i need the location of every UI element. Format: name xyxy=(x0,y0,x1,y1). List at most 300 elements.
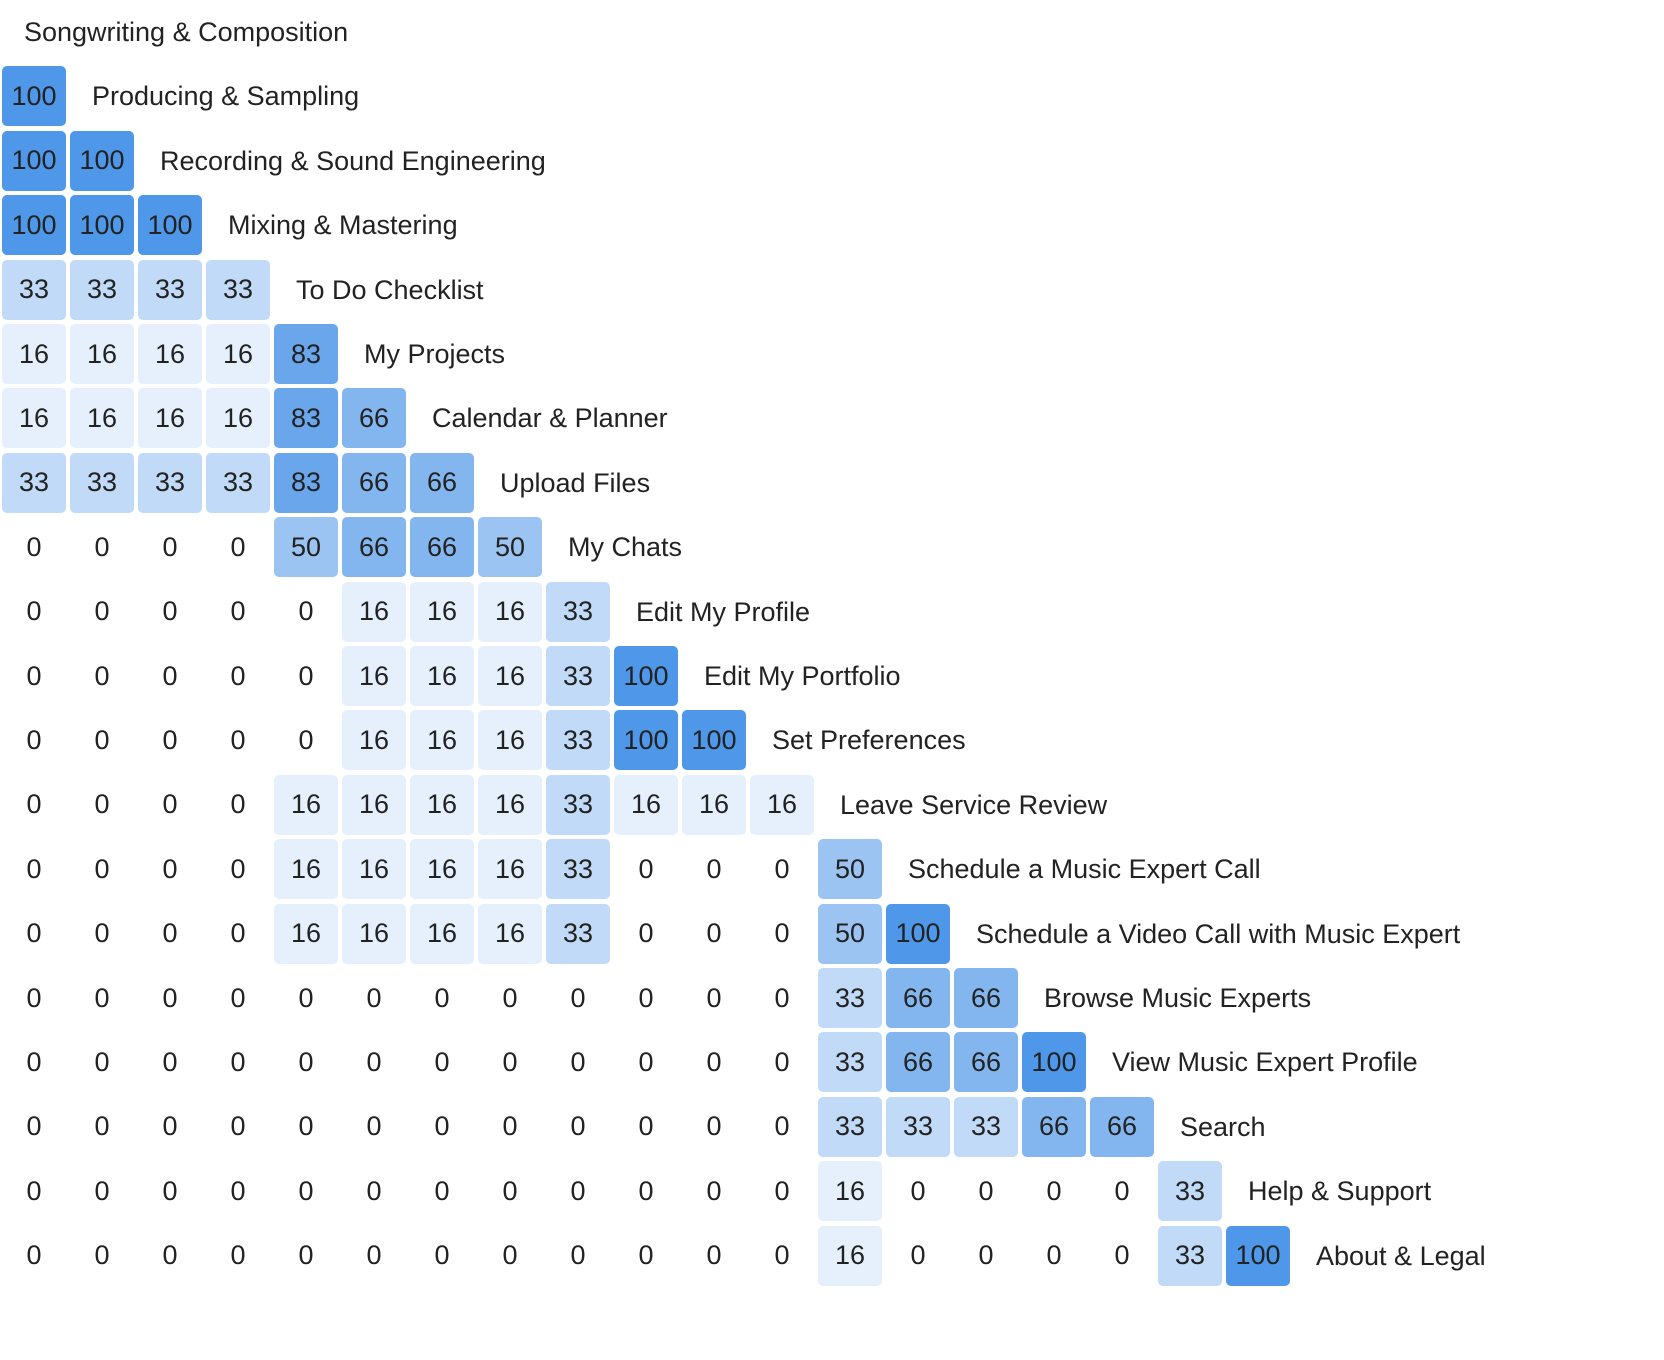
matrix-cell-value: 16 xyxy=(494,918,526,949)
matrix-cell xyxy=(680,837,748,901)
matrix-cell-value: 100 xyxy=(623,724,669,755)
row-label: View Music Expert Profile xyxy=(1112,1047,1418,1078)
matrix-cell-value: 50 xyxy=(834,918,866,949)
matrix-cell xyxy=(1156,1159,1224,1223)
matrix-cell-value: 0 xyxy=(230,724,246,755)
matrix-cell xyxy=(272,386,340,450)
matrix-cell-value: 16 xyxy=(290,853,322,884)
row-label: Search xyxy=(1180,1111,1266,1142)
matrix-cell-value: 0 xyxy=(366,1111,382,1142)
matrix-cell xyxy=(204,644,272,708)
matrix-cell-value: 0 xyxy=(638,853,654,884)
matrix-cell xyxy=(204,1159,272,1223)
matrix-cell-value: 33 xyxy=(562,596,594,627)
matrix-cell-value: 0 xyxy=(502,1046,518,1077)
matrix-cell xyxy=(476,1224,544,1288)
matrix-cell-value: 0 xyxy=(774,853,790,884)
matrix-cell-value: 66 xyxy=(358,467,390,498)
matrix-cell xyxy=(272,451,340,515)
matrix-cell xyxy=(340,1159,408,1223)
matrix-cell-value: 66 xyxy=(426,467,458,498)
matrix-cell xyxy=(748,1030,816,1094)
matrix-cell-value: 0 xyxy=(638,918,654,949)
row-label: Producing & Sampling xyxy=(92,81,360,112)
matrix-cell-value: 0 xyxy=(94,596,110,627)
matrix-cell-value: 33 xyxy=(222,274,254,305)
matrix-cell xyxy=(1156,1224,1224,1288)
matrix-cell xyxy=(68,580,136,644)
row-label: Calendar & Planner xyxy=(432,403,668,434)
matrix-cell xyxy=(68,515,136,579)
matrix-cell-value: 16 xyxy=(18,338,50,369)
matrix-cell xyxy=(408,1030,476,1094)
matrix-cell-value: 16 xyxy=(290,918,322,949)
matrix-cell xyxy=(680,1159,748,1223)
matrix-cell xyxy=(680,1095,748,1159)
matrix-cell-value: 0 xyxy=(26,789,42,820)
matrix-cell xyxy=(544,708,612,772)
matrix-cell-value: 0 xyxy=(230,596,246,627)
matrix-cell-value: 0 xyxy=(706,1111,722,1142)
matrix-cell xyxy=(272,515,340,579)
matrix-cell xyxy=(476,902,544,966)
matrix-cell-value: 0 xyxy=(26,531,42,562)
matrix-cell xyxy=(204,1030,272,1094)
matrix-cell-value: 33 xyxy=(154,274,186,305)
matrix-cell xyxy=(0,1095,68,1159)
matrix-cell xyxy=(340,837,408,901)
matrix-cell-value: 0 xyxy=(910,1240,926,1271)
matrix-cell xyxy=(136,258,204,322)
matrix-cell-value: 16 xyxy=(86,402,118,433)
matrix-cell-value: 33 xyxy=(154,467,186,498)
matrix-cell-value: 16 xyxy=(494,789,526,820)
matrix-cell-value: 0 xyxy=(366,1240,382,1271)
matrix-cell-value: 0 xyxy=(26,1046,42,1077)
matrix-cell xyxy=(68,1030,136,1094)
matrix-cell-value: 33 xyxy=(222,467,254,498)
matrix-cell-value: 0 xyxy=(298,724,314,755)
matrix-cell-value: 50 xyxy=(834,853,866,884)
matrix-cell xyxy=(748,902,816,966)
matrix-cell xyxy=(136,1030,204,1094)
matrix-cell xyxy=(408,1095,476,1159)
matrix-cell-value: 0 xyxy=(94,1046,110,1077)
matrix-cell xyxy=(0,322,68,386)
matrix-cell xyxy=(272,1030,340,1094)
matrix-cell xyxy=(136,1159,204,1223)
matrix-cell xyxy=(68,708,136,772)
matrix-cell xyxy=(1088,1095,1156,1159)
matrix-cell-value: 0 xyxy=(570,1175,586,1206)
matrix-cell-value: 0 xyxy=(230,918,246,949)
matrix-cell-value: 50 xyxy=(494,531,526,562)
matrix-cell xyxy=(68,451,136,515)
matrix-cell-value: 0 xyxy=(94,918,110,949)
matrix-cell-value: 0 xyxy=(26,1175,42,1206)
matrix-cell xyxy=(136,966,204,1030)
matrix-cell-value: 0 xyxy=(570,1046,586,1077)
matrix-cell xyxy=(204,966,272,1030)
matrix-cell-value: 0 xyxy=(638,1046,654,1077)
matrix-cell xyxy=(612,644,680,708)
matrix-cell xyxy=(272,322,340,386)
matrix-cell xyxy=(68,1224,136,1288)
matrix-cell xyxy=(340,580,408,644)
matrix-cell xyxy=(748,773,816,837)
matrix-cell-value: 66 xyxy=(358,402,390,433)
matrix-cell xyxy=(476,773,544,837)
matrix-cell xyxy=(136,1095,204,1159)
matrix-cell xyxy=(612,1095,680,1159)
matrix-cell xyxy=(68,966,136,1030)
matrix-cell-value: 33 xyxy=(562,918,594,949)
matrix-cell-value: 0 xyxy=(162,1111,178,1142)
matrix-cell-value: 0 xyxy=(162,531,178,562)
matrix-cell-value: 0 xyxy=(162,982,178,1013)
matrix-cell xyxy=(952,966,1020,1030)
matrix-cell-value: 0 xyxy=(94,1111,110,1142)
matrix-cell-value: 16 xyxy=(494,660,526,691)
matrix-cell xyxy=(544,902,612,966)
matrix-cell-value: 0 xyxy=(1114,1175,1130,1206)
matrix-cell-value: 16 xyxy=(426,853,458,884)
matrix-cell xyxy=(748,1159,816,1223)
matrix-cell xyxy=(136,708,204,772)
matrix-cell xyxy=(544,644,612,708)
matrix-cell xyxy=(340,1224,408,1288)
matrix-cell-value: 0 xyxy=(706,853,722,884)
matrix-cell xyxy=(680,1030,748,1094)
matrix-cell-value: 100 xyxy=(79,209,125,240)
matrix-cell xyxy=(340,966,408,1030)
matrix-cell-value: 0 xyxy=(162,596,178,627)
matrix-cell xyxy=(612,837,680,901)
matrix-cell xyxy=(0,1030,68,1094)
matrix-cell-value: 16 xyxy=(426,660,458,691)
matrix-cell xyxy=(204,451,272,515)
matrix-cell-value: 0 xyxy=(638,1175,654,1206)
matrix-cell xyxy=(136,386,204,450)
matrix-cell-value: 0 xyxy=(910,1175,926,1206)
matrix-cell xyxy=(952,1224,1020,1288)
matrix-cell-value: 100 xyxy=(1031,1046,1077,1077)
row-label: About & Legal xyxy=(1316,1240,1486,1271)
matrix-cell-value: 100 xyxy=(895,918,941,949)
matrix-cell-value: 16 xyxy=(222,402,254,433)
row-label: Schedule a Video Call with Music Expert xyxy=(976,918,1461,949)
matrix-cell xyxy=(68,1095,136,1159)
row-label: Set Preferences xyxy=(772,725,966,756)
matrix-cell-value: 0 xyxy=(434,1111,450,1142)
matrix-cell-value: 0 xyxy=(774,918,790,949)
matrix-cell xyxy=(816,902,884,966)
matrix-cell xyxy=(68,773,136,837)
matrix-cell-value: 16 xyxy=(426,789,458,820)
matrix-cell-value: 0 xyxy=(230,789,246,820)
matrix-cell-value: 0 xyxy=(26,724,42,755)
row-label: Help & Support xyxy=(1248,1176,1432,1207)
matrix-cell xyxy=(884,966,952,1030)
matrix-cell-value: 33 xyxy=(86,274,118,305)
matrix-cell xyxy=(0,258,68,322)
row-label: Leave Service Review xyxy=(840,789,1108,820)
matrix-cell xyxy=(0,129,68,193)
matrix-cell-value: 83 xyxy=(290,467,322,498)
matrix-cell xyxy=(544,773,612,837)
matrix-cell-value: 33 xyxy=(562,724,594,755)
matrix-cell xyxy=(0,644,68,708)
matrix-cell xyxy=(204,902,272,966)
matrix-cell-value: 0 xyxy=(298,1046,314,1077)
matrix-cell xyxy=(408,580,476,644)
matrix-cell xyxy=(476,580,544,644)
matrix-cell xyxy=(1020,1095,1088,1159)
matrix-cell xyxy=(680,708,748,772)
matrix-cell-value: 16 xyxy=(494,724,526,755)
matrix-cell xyxy=(612,966,680,1030)
matrix-cell-value: 33 xyxy=(562,853,594,884)
matrix-cell xyxy=(0,966,68,1030)
matrix-cell-value: 0 xyxy=(94,853,110,884)
matrix-cell-value: 0 xyxy=(26,1111,42,1142)
matrix-cell xyxy=(0,902,68,966)
matrix-cell xyxy=(952,1159,1020,1223)
matrix-cell-value: 0 xyxy=(570,1111,586,1142)
row-label: Mixing & Mastering xyxy=(228,210,458,241)
matrix-cell-value: 0 xyxy=(94,724,110,755)
matrix-cell-value: 0 xyxy=(774,982,790,1013)
matrix-cell-value: 0 xyxy=(162,660,178,691)
matrix-cell-value: 66 xyxy=(426,531,458,562)
matrix-cell-value: 0 xyxy=(162,724,178,755)
matrix-cell xyxy=(0,451,68,515)
matrix-cell-value: 0 xyxy=(162,789,178,820)
matrix-cell-value: 16 xyxy=(766,789,798,820)
matrix-cell xyxy=(1224,1224,1292,1288)
matrix-cell xyxy=(408,1159,476,1223)
matrix-cell xyxy=(544,1030,612,1094)
matrix-cell-value: 0 xyxy=(570,982,586,1013)
matrix-cell xyxy=(612,1224,680,1288)
matrix-cell xyxy=(476,837,544,901)
matrix-cell xyxy=(0,708,68,772)
matrix-cell-value: 0 xyxy=(706,1046,722,1077)
matrix-cell-value: 16 xyxy=(86,338,118,369)
matrix-cell xyxy=(816,966,884,1030)
matrix-cell xyxy=(136,580,204,644)
row-label: Browse Music Experts xyxy=(1044,983,1312,1013)
matrix-cell xyxy=(0,773,68,837)
matrix-cell xyxy=(340,902,408,966)
matrix-cell xyxy=(612,773,680,837)
matrix-cell xyxy=(408,773,476,837)
matrix-cell-value: 0 xyxy=(774,1111,790,1142)
matrix-cell-value: 33 xyxy=(902,1111,934,1142)
matrix-cell-value: 0 xyxy=(162,853,178,884)
matrix-cell-value: 0 xyxy=(570,1240,586,1271)
matrix-cell xyxy=(272,580,340,644)
matrix-cell xyxy=(136,451,204,515)
matrix-cell xyxy=(1020,1159,1088,1223)
matrix-cell-value: 0 xyxy=(94,1240,110,1271)
matrix-cell-value: 33 xyxy=(1174,1240,1206,1271)
matrix-cell xyxy=(0,515,68,579)
matrix-cell-value: 0 xyxy=(162,1240,178,1271)
matrix-cell-value: 100 xyxy=(11,80,57,111)
matrix-cell-value: 0 xyxy=(298,982,314,1013)
matrix-cell xyxy=(340,1030,408,1094)
matrix-cell xyxy=(68,644,136,708)
matrix-cell xyxy=(1088,1224,1156,1288)
matrix-cell xyxy=(408,837,476,901)
matrix-cell xyxy=(680,902,748,966)
matrix-cell-value: 0 xyxy=(26,918,42,949)
matrix-cell-value: 66 xyxy=(358,531,390,562)
matrix-cell xyxy=(612,1030,680,1094)
row-label: Recording & Sound Engineering xyxy=(160,145,546,176)
matrix-cell-value: 0 xyxy=(26,660,42,691)
matrix-cell-value: 16 xyxy=(358,789,390,820)
matrix-cell xyxy=(544,966,612,1030)
matrix-cell-value: 0 xyxy=(502,1175,518,1206)
matrix-cell xyxy=(68,902,136,966)
matrix-cell xyxy=(204,1224,272,1288)
matrix-cell xyxy=(748,966,816,1030)
matrix-cell-value: 0 xyxy=(1114,1240,1130,1271)
matrix-cell xyxy=(952,1095,1020,1159)
matrix-cell xyxy=(340,451,408,515)
matrix-cell-value: 0 xyxy=(298,1111,314,1142)
matrix-cell-value: 100 xyxy=(1235,1240,1281,1271)
matrix-cell-value: 16 xyxy=(358,853,390,884)
matrix-cell-value: 16 xyxy=(494,853,526,884)
matrix-cell xyxy=(204,322,272,386)
matrix-cell xyxy=(0,1224,68,1288)
matrix-cell xyxy=(272,1095,340,1159)
matrix-cell-value: 0 xyxy=(774,1046,790,1077)
matrix-cell xyxy=(748,1095,816,1159)
matrix-cell xyxy=(0,1159,68,1223)
matrix-cell xyxy=(340,708,408,772)
matrix-cell xyxy=(136,837,204,901)
matrix-cell-value: 16 xyxy=(834,1240,866,1271)
matrix-cell-value: 0 xyxy=(434,1240,450,1271)
matrix-cell-value: 0 xyxy=(366,1046,382,1077)
matrix-cell xyxy=(136,193,204,257)
row-label: Edit My Profile xyxy=(636,596,811,627)
row-label: My Projects xyxy=(364,339,506,369)
matrix-cell-value: 0 xyxy=(298,660,314,691)
matrix-cell-value: 0 xyxy=(706,1175,722,1206)
matrix-cell xyxy=(408,966,476,1030)
matrix-cell-value: 0 xyxy=(230,1240,246,1271)
matrix-cell xyxy=(612,1159,680,1223)
matrix-cell xyxy=(408,708,476,772)
matrix-cell-value: 0 xyxy=(298,1240,314,1271)
matrix-cell-value: 16 xyxy=(426,918,458,949)
matrix-cell xyxy=(0,64,68,128)
matrix-cell xyxy=(884,902,952,966)
matrix-cell-value: 0 xyxy=(298,1175,314,1206)
matrix-cell xyxy=(476,1095,544,1159)
matrix-cell-value: 16 xyxy=(290,789,322,820)
matrix-cell-value: 0 xyxy=(638,982,654,1013)
matrix-cell xyxy=(340,1095,408,1159)
matrix-cell xyxy=(476,1030,544,1094)
matrix-cell xyxy=(68,322,136,386)
matrix-cell-value: 0 xyxy=(26,596,42,627)
matrix-cell-value: 0 xyxy=(706,1240,722,1271)
matrix-cell-value: 16 xyxy=(358,724,390,755)
matrix-cell xyxy=(68,837,136,901)
matrix-cell-value: 0 xyxy=(26,982,42,1013)
matrix-cell xyxy=(748,837,816,901)
matrix-cell xyxy=(408,1224,476,1288)
matrix-cell-value: 33 xyxy=(834,1111,866,1142)
matrix-cell-value: 16 xyxy=(698,789,730,820)
matrix-cell xyxy=(136,773,204,837)
matrix-cell xyxy=(272,1159,340,1223)
matrix-cell xyxy=(476,515,544,579)
matrix-cell xyxy=(816,837,884,901)
matrix-cell-value: 0 xyxy=(774,1175,790,1206)
matrix-cell-value: 100 xyxy=(147,209,193,240)
matrix-cell xyxy=(204,708,272,772)
matrix-cell-value: 100 xyxy=(623,660,669,691)
matrix-cell-value: 0 xyxy=(94,789,110,820)
matrix-cell xyxy=(136,1224,204,1288)
matrix-cell-value: 16 xyxy=(154,402,186,433)
matrix-cell xyxy=(476,644,544,708)
matrix-cell-value: 0 xyxy=(706,918,722,949)
matrix-cell xyxy=(408,644,476,708)
matrix-cell xyxy=(204,258,272,322)
matrix-cell-value: 100 xyxy=(691,724,737,755)
matrix-cell xyxy=(68,386,136,450)
matrix-cell xyxy=(68,193,136,257)
matrix-cell xyxy=(544,837,612,901)
matrix-cell-value: 0 xyxy=(94,531,110,562)
matrix-cell xyxy=(476,1159,544,1223)
row-label: To Do Checklist xyxy=(296,274,484,305)
matrix-cell-value: 0 xyxy=(298,596,314,627)
matrix-cell xyxy=(680,1224,748,1288)
matrix-cell xyxy=(544,1159,612,1223)
matrix-cell-value: 0 xyxy=(638,1111,654,1142)
matrix-cell xyxy=(884,1095,952,1159)
matrix-cell xyxy=(340,773,408,837)
matrix-cell-value: 100 xyxy=(11,145,57,176)
matrix-cell-value: 66 xyxy=(1106,1111,1138,1142)
matrix-cell-value: 33 xyxy=(834,982,866,1013)
matrix-cell xyxy=(272,708,340,772)
matrix-cell-value: 0 xyxy=(94,982,110,1013)
matrix-cell xyxy=(136,644,204,708)
matrix-cell-value: 33 xyxy=(18,467,50,498)
matrix-cell-value: 100 xyxy=(79,145,125,176)
matrix-cell-value: 0 xyxy=(502,982,518,1013)
matrix-cell-value: 16 xyxy=(18,402,50,433)
matrix-cell xyxy=(816,1030,884,1094)
matrix-cell xyxy=(884,1159,952,1223)
matrix-cell-value: 0 xyxy=(1046,1240,1062,1271)
matrix-cell xyxy=(1020,1030,1088,1094)
matrix-cell xyxy=(204,837,272,901)
row-label: Schedule a Music Expert Call xyxy=(908,854,1261,885)
matrix-cell xyxy=(612,708,680,772)
matrix-cell xyxy=(408,515,476,579)
